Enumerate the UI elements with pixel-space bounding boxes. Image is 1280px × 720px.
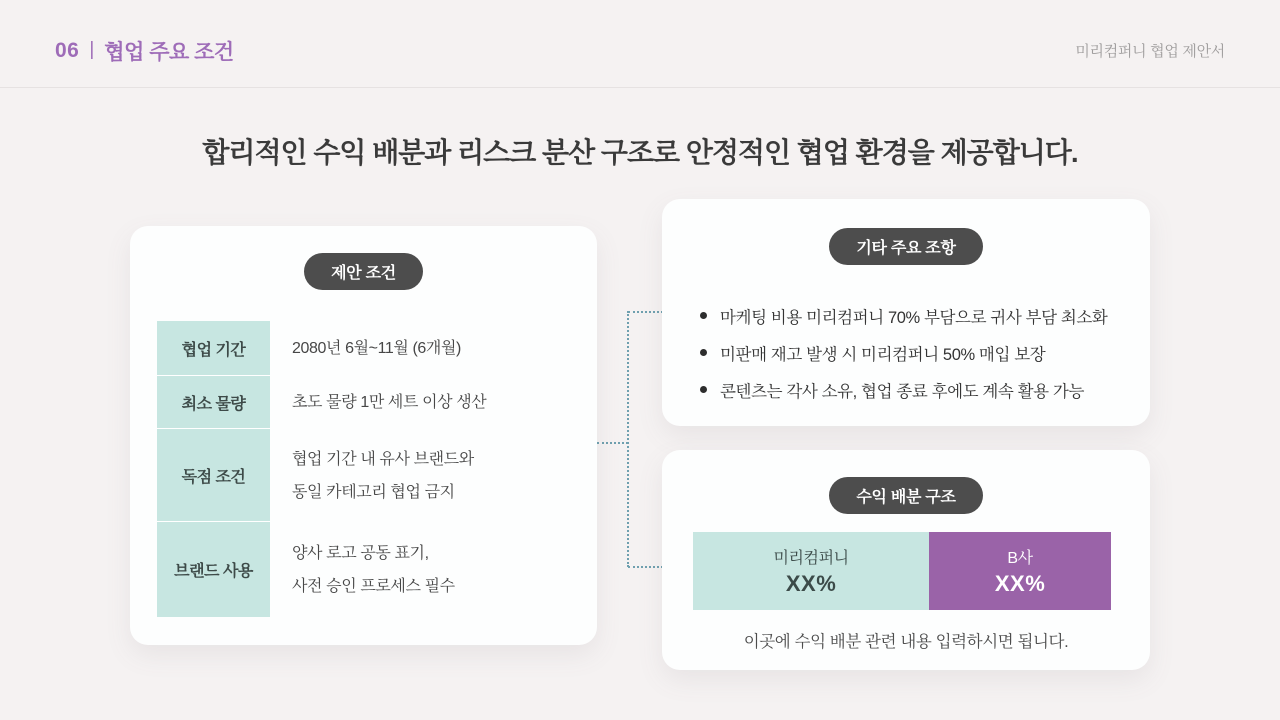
proposal-table bbox=[157, 321, 570, 617]
row-label: 독점 조건 bbox=[157, 429, 270, 522]
heading-separator: | bbox=[89, 38, 95, 60]
table-row bbox=[157, 522, 570, 617]
revenue-split-bar bbox=[693, 532, 1111, 610]
row-value-line: 2080년 6월~11월 (6개월) bbox=[292, 340, 461, 357]
row-value bbox=[270, 321, 570, 376]
revenue-share-card bbox=[662, 450, 1150, 670]
revenue-caption: 이곳에 수익 배분 관련 내용 입력하시면 됩니다. bbox=[743, 633, 1069, 651]
bar-label: B사 bbox=[1007, 550, 1033, 567]
row-value-line: 양사 로고 공동 표기, bbox=[292, 544, 429, 562]
revenue-bar-company bbox=[693, 532, 929, 610]
list-item bbox=[700, 371, 1150, 408]
terms-badge-row bbox=[662, 228, 1150, 265]
row-value bbox=[270, 522, 570, 617]
proposal-badge-row bbox=[130, 253, 597, 290]
bar-label: 미리컴퍼니 bbox=[773, 550, 849, 567]
document-title: 미리컴퍼니 협업 제안서 bbox=[1075, 43, 1225, 60]
bullet-dot-icon bbox=[700, 349, 707, 356]
bullet-text: 마케팅 비용 미리컴퍼니 70% 부담으로 귀사 부담 최소화 bbox=[720, 308, 1108, 327]
slide-header bbox=[0, 0, 1280, 88]
page-number: 06 bbox=[55, 38, 80, 62]
bar-value: XX% bbox=[785, 571, 837, 596]
proposal-badge: 제안 조건 bbox=[304, 253, 423, 290]
table-row bbox=[157, 321, 570, 376]
row-value-line: 초도 물량 1만 세트 이상 생산 bbox=[292, 394, 487, 411]
slide-headline: 합리적인 수익 배분과 리스크 분산 구조로 안정적인 협업 환경을 제공합니다. bbox=[202, 137, 1078, 168]
section-heading bbox=[55, 36, 234, 66]
connector-top-line bbox=[628, 311, 663, 313]
row-value-line: 사전 승인 프로세스 필수 bbox=[292, 577, 455, 595]
connector-bottom-line bbox=[628, 566, 663, 568]
row-value-line: 협업 기간 내 유사 브랜드와 bbox=[292, 450, 474, 468]
list-item bbox=[700, 334, 1150, 371]
row-value bbox=[270, 376, 570, 429]
revenue-bar-partner bbox=[929, 532, 1111, 610]
bullet-dot-icon bbox=[700, 386, 707, 393]
bullet-text: 미판매 재고 발생 시 미리컴퍼니 50% 매입 보장 bbox=[720, 345, 1046, 364]
connector-vertical-line bbox=[627, 311, 629, 567]
other-terms-card bbox=[662, 199, 1150, 426]
revenue-badge: 수익 배분 구조 bbox=[829, 477, 982, 514]
row-label: 브랜드 사용 bbox=[157, 522, 270, 617]
terms-badge: 기타 주요 조항 bbox=[829, 228, 982, 265]
bullet-text: 콘텐츠는 각사 소유, 협업 종료 후에도 계속 활용 가능 bbox=[720, 382, 1084, 401]
row-value bbox=[270, 429, 570, 522]
bar-value: XX% bbox=[994, 571, 1046, 596]
row-label: 최소 물량 bbox=[157, 376, 270, 429]
row-label: 협업 기간 bbox=[157, 321, 270, 376]
section-title: 협업 주요 조건 bbox=[104, 40, 234, 64]
connector-middle-line bbox=[597, 442, 628, 444]
bullet-dot-icon bbox=[700, 312, 707, 319]
row-value-line: 동일 카테고리 협업 금지 bbox=[292, 483, 455, 501]
table-row bbox=[157, 376, 570, 429]
terms-bullet-list bbox=[700, 297, 1150, 408]
revenue-badge-row bbox=[662, 477, 1150, 514]
list-item bbox=[700, 297, 1150, 334]
table-row bbox=[157, 429, 570, 522]
proposal-conditions-card bbox=[130, 226, 597, 645]
